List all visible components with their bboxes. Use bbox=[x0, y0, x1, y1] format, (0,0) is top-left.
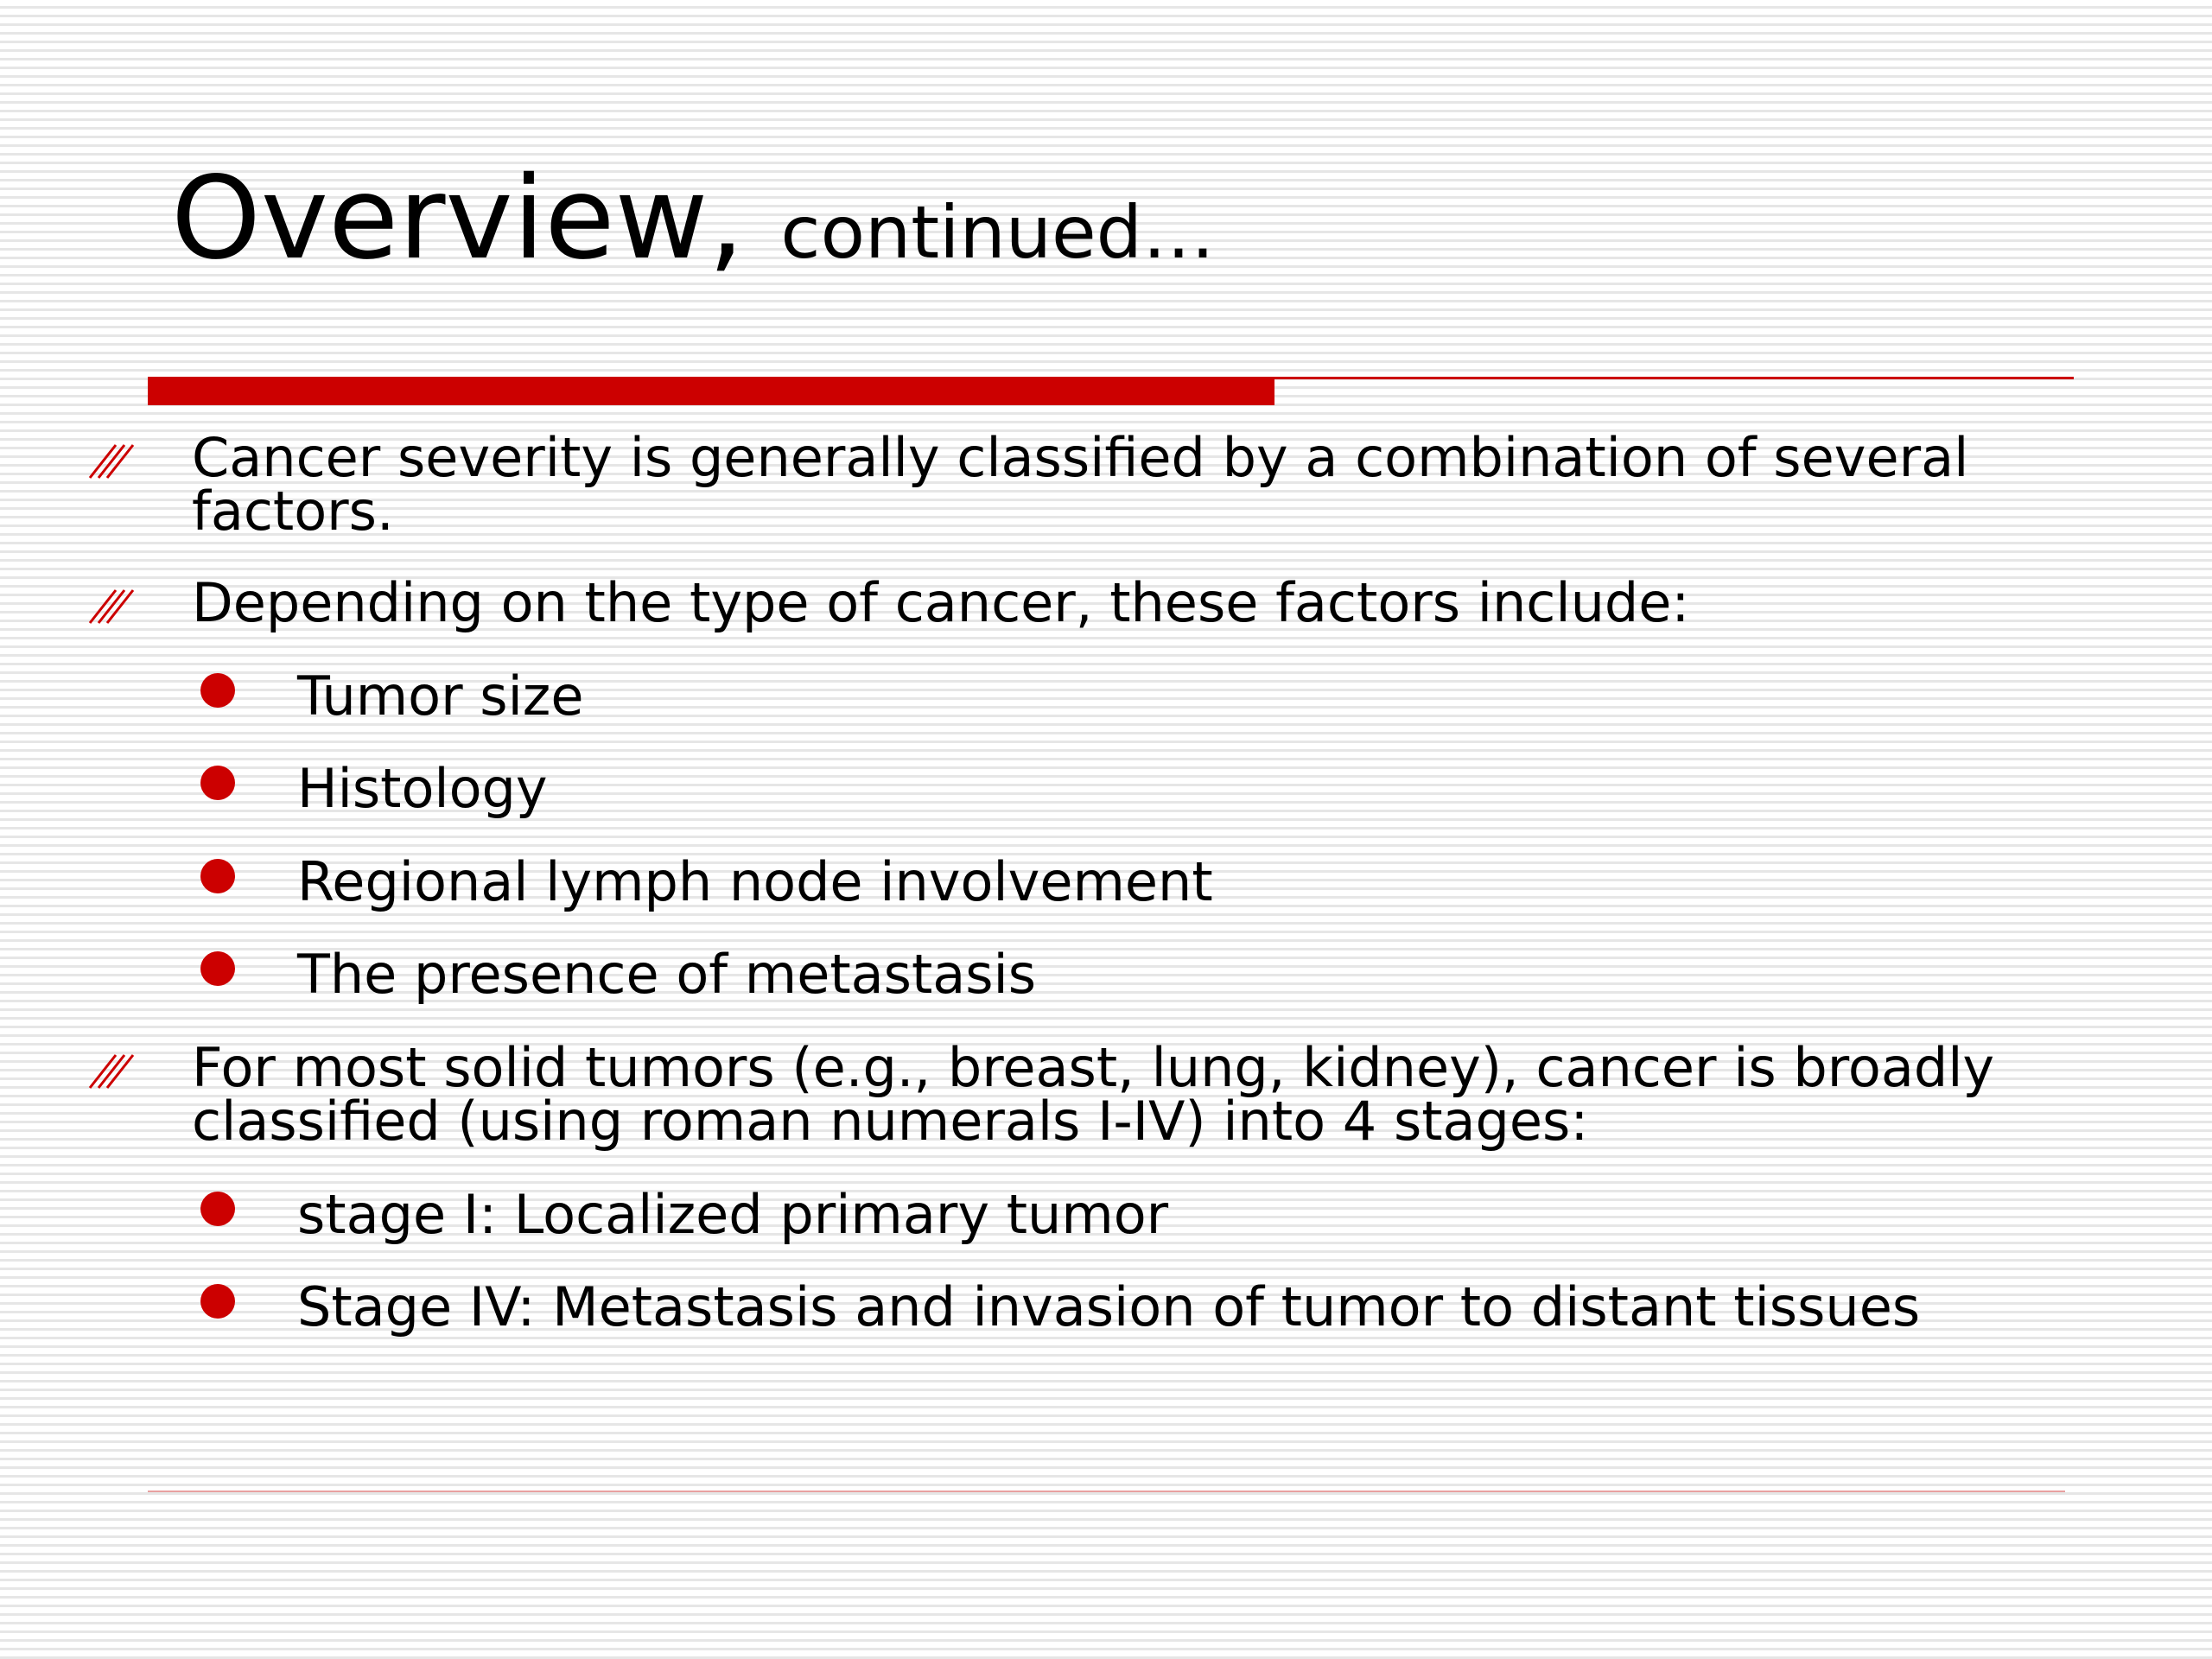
sub-bullet-stage-1 bbox=[297, 1183, 2112, 1246]
bullet-text: For most solid tumors (e.g., breast, lung, kidney), cancer is broadly classified (using roman numerals I-IV) into 4 stages: bbox=[192, 1036, 1995, 1153]
red-dot-icon bbox=[200, 1284, 235, 1319]
sub-bullet-text: The presence of metastasis bbox=[297, 943, 1037, 1006]
red-dot-icon bbox=[200, 1192, 235, 1226]
sub-bullet-stage-4 bbox=[297, 1275, 2112, 1338]
bullet-item-stages bbox=[192, 1036, 2093, 1153]
sub-bullet-text: Tumor size bbox=[297, 664, 584, 728]
footer-divider bbox=[148, 1491, 2065, 1492]
title-underline-thin bbox=[1274, 377, 2074, 379]
sub-bullet-lymph-node bbox=[297, 850, 2112, 913]
bullet-text: Cancer severity is generally classified by a combination of several factors. bbox=[192, 426, 1969, 543]
sub-bullet-text: stage I: Localized primary tumor bbox=[297, 1183, 1169, 1246]
triple-slash-icon bbox=[86, 1045, 135, 1093]
red-dot-icon bbox=[200, 951, 235, 986]
bullet-text: Depending on the type of cancer, these factors include: bbox=[192, 571, 1690, 634]
bullet-item-factors bbox=[192, 571, 2093, 634]
sub-bullet-text: Stage IV: Metastasis and invasion of tumor to distant tissues bbox=[297, 1275, 1921, 1338]
slide-title bbox=[171, 154, 1215, 297]
sub-bullet-histology bbox=[297, 757, 2112, 820]
triple-slash-icon bbox=[86, 580, 135, 628]
triple-slash-icon bbox=[86, 435, 135, 483]
slide-title-sub: continued… bbox=[780, 190, 1215, 275]
sub-bullet-metastasis bbox=[297, 943, 2112, 1006]
sub-bullet-text: Regional lymph node involvement bbox=[297, 850, 1213, 913]
red-dot-icon bbox=[200, 766, 235, 800]
title-underline-thick bbox=[148, 377, 1274, 405]
bullet-item-severity bbox=[192, 426, 2093, 543]
sub-bullet-text: Histology bbox=[297, 757, 548, 820]
red-dot-icon bbox=[200, 673, 235, 708]
sub-bullet-tumor-size bbox=[297, 664, 2112, 728]
red-dot-icon bbox=[200, 859, 235, 893]
slide-title-main: Overview, bbox=[171, 152, 745, 285]
